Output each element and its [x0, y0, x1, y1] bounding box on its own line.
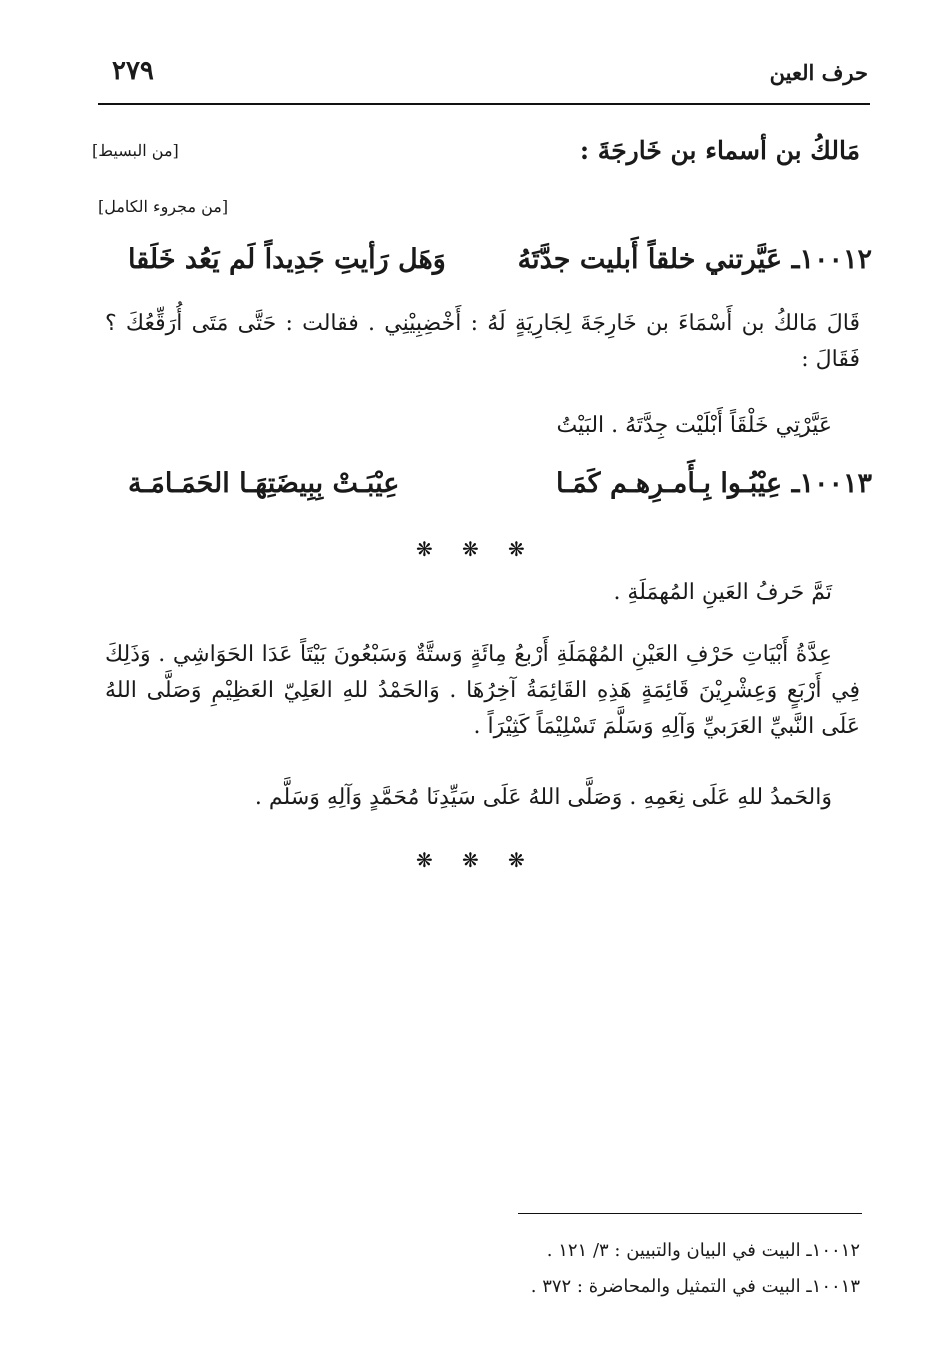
verse-10012-first-hemistich	[518, 244, 872, 275]
star-ornament: ❋	[416, 848, 433, 872]
verse-10013-second-hemistich: عِيْبَـتْ بِبِيضَتِهَـا الحَمَـامَـة	[128, 468, 400, 499]
verse-number: ١٠٠١٣ـ	[791, 468, 872, 499]
meter-label-basit: [من البسيط]	[92, 141, 179, 160]
verse-text: عَيَّرتني خلقاً أَبليت جدَّتَهُ	[517, 244, 783, 275]
anecdote-paragraph: قَالَ مَالكُ بن أَسْمَاءَ بن خَارِجَةَ لِجَارِيَةٍ لَهُ : أَخْضِبِيْنِي . فقالت : حَتَّى مَتَى أُرَقِّعُكَ ؟ فَقَالَ :	[105, 311, 860, 372]
header-rule	[98, 103, 870, 105]
star-separator	[0, 848, 940, 872]
running-header-title: حرف العين	[769, 60, 868, 85]
verse-10013-first-hemistich	[556, 468, 872, 499]
star-ornament: ❋	[508, 537, 525, 561]
verse-10012	[128, 244, 872, 275]
star-ornament: ❋	[462, 537, 479, 561]
footnote-10012: ١٠٠١٢ـ البيت في البيان والتبيين : ٣/ ١٢١ .	[546, 1240, 860, 1261]
end-of-letter-note: تَمَّ حَرفُ العَينِ المُهمَلَةِ .	[613, 580, 832, 605]
star-ornament: ❋	[462, 848, 479, 872]
verse-count-paragraph: عِدَّةُ أَبْيَاتِ حَرْفِ العَيْنِ المُهْمَلَةِ أَرْبعُ مِائَةٍ وَستَّةٌ وَسَبْعُونَ بَيْتَاً عَدَا الحَوَاشِي . وَذَلِكَ فِي أَرْبَعٍ وَعِشْرِيْنَ قَائِمَةٍ هَذِهِ القَائِمَةُ آخِرُهَا . وَالحَمْدُ للهِ العَلِيّ العَظِيْمِ وَصَلَّى اللهُ عَلَى النَّبيِّ العَرَبيِّ وَآلِهِ وَسَلَّمَ تَسْلِيْمَاً كَثِيْرَاً .	[105, 642, 860, 739]
meter-label-kamil: [من مجروء الكامل]	[98, 197, 229, 216]
verse-10013	[128, 468, 872, 499]
footnote-rule	[518, 1213, 862, 1214]
quoted-hemistich: عَيَّرْتِي خَلْقَاً أَبْلَيْت جِدَّتَهُ . البَيْتُ	[556, 413, 832, 438]
star-separator	[0, 537, 940, 561]
star-ornament: ❋	[508, 848, 525, 872]
footnote-10013: ١٠٠١٣ـ البيت في التمثيل والمحاضرة : ٣٧٢ .	[530, 1276, 860, 1297]
closing-praise: وَالحَمدُ للهِ عَلَى نِعَمِهِ . وَصَلَّى اللهُ عَلَى سَيِّدِنَا مُحَمَّدٍ وَآلِهِ وَسَلَّم .	[254, 785, 832, 810]
verse-10012-second-hemistich: وَهَل رَأيتِ جَدِيداً لَم يَعُد خَلَقا	[128, 244, 446, 275]
page-number: ٢٧٩	[112, 56, 154, 86]
poet-heading: مَالكُ بن أسماء بن خَارجَةَ :	[579, 136, 860, 165]
verse-number: ١٠٠١٢ـ	[791, 244, 872, 275]
star-ornament: ❋	[416, 537, 433, 561]
verse-text: عِيْبُـوا بِـأَمـرِهـم كَمَـا	[555, 468, 783, 499]
